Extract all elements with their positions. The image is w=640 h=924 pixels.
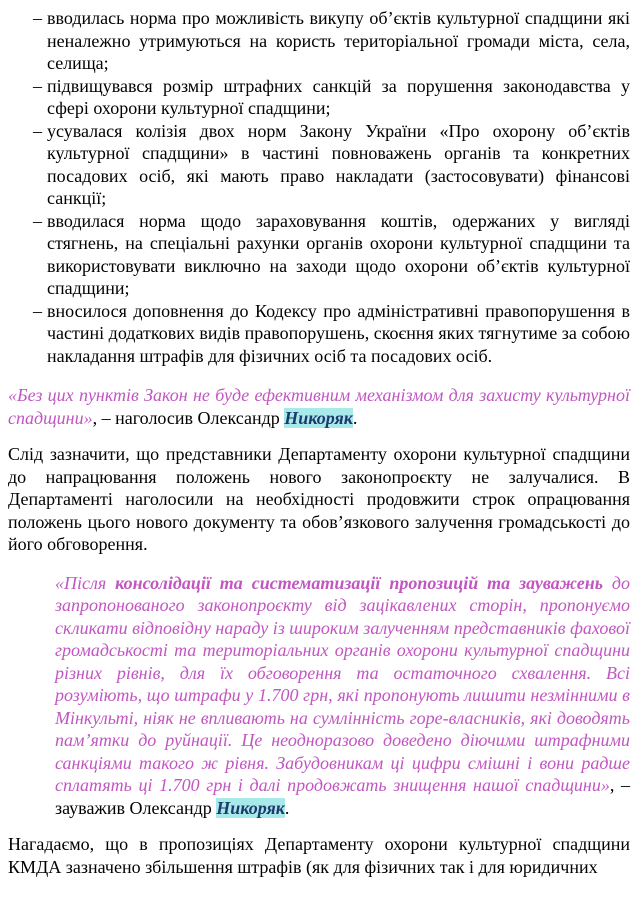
- list-item: [8, 75, 630, 120]
- quote-attribution: , – наголосив Олександр: [92, 407, 285, 428]
- bullet-dash: –: [33, 210, 42, 231]
- quote-bold-text: консолідації та систематизації пропозицій та зауважень: [115, 572, 603, 593]
- list-item: [8, 7, 630, 75]
- bullet-text: вводилася норма щодо зараховування коштів, одержаних у вигляді стягнень, на спеціальні рахунки органів охорони культурної спадщини та використовувати виключно на заходи щодо охорони об’єктів культурної спадщини;: [47, 210, 630, 298]
- paragraph: Слід зазначити, що представники Департаменту охорони культурної спадщини до напрацювання положень нового законопроєкту не залучалися. В Департаменті наголосили на необхідності продовжити строк опрацювання положень цього нового документу та обов’язкового залучення громадськості до його обговорення.: [8, 444, 630, 554]
- list-item: [8, 300, 630, 368]
- list-item: [8, 210, 630, 300]
- bullet-dash: –: [33, 75, 42, 96]
- paragraph: Нагадаємо, що в пропозиціях Департаменту охорони культурної спадщини КМДА зазначено збільшення штрафів (як для фізичних так і для юридичних: [8, 834, 630, 877]
- bullet-text: усувалася колізія двох норм Закону України «Про охорону об’єктів культурної спадщини» в частині повноважень органів та конкретних посадових осіб, які мають право накладати (застосовувати) фінансові санкції;: [47, 120, 630, 208]
- quote-attribution: , – зауважив Олександр: [55, 775, 630, 818]
- quote-text: «Без цих пунктів Закон не буде ефективним механізмом для захисту культурної спадщини»: [8, 385, 630, 428]
- highlighted-name: Никоряк: [284, 407, 353, 428]
- highlighted-name: Никоряк: [216, 797, 285, 818]
- bullet-list: [8, 7, 630, 367]
- bullet-dash: –: [33, 120, 42, 141]
- quote-text: до запропонованого законопроєкту від зацікавлених сторін, пропонуємо скликати відповідну нараду із широким залученням представників фахової громадськості та територіальних органів охорони культурної спадщини різних рівнів, для їх обговорення та остаточного схвалення. Всі розуміють, що штрафи у 1.700 грн, які пропонують лишити незмінними в Мінкульті, ніяк не впливають на сумлінність горе-власників, які доводять пам’ятки до руйнації. Це неодноразово доведено діючими штрафними санкціями такого ж рівня. Забудовникам ці цифри смішні і вони радше сплатять ці 1.700 грн і далі продовжать знищення нашої спадщини»: [55, 572, 630, 795]
- sentence-period: .: [284, 797, 290, 818]
- sentence-period: .: [352, 407, 358, 428]
- bullet-text: вводилась норма про можливість викупу об’єктів культурної спадщини які неналежно утримуються на користь територіальної громади міста, села, селища;: [47, 8, 630, 73]
- bullet-dash: –: [33, 8, 42, 28]
- bullet-text: вносилося доповнення до Кодексу про адміністративні правопорушення в частині додаткових видів правопорушень, скоєння яких тягнутиме за собою накладання штрафів для фізичних осіб та посадових осіб.: [47, 300, 630, 366]
- quote-lead-in: «Після: [55, 572, 116, 593]
- bullet-text: підвищувався розмір штрафних санкцій за порушення законодавства у сфері охорони культурної спадщини;: [47, 75, 630, 118]
- list-item: [8, 120, 630, 210]
- bullet-dash: –: [33, 300, 42, 321]
- pull-quote-paragraph: [8, 384, 630, 429]
- block-quote: [55, 572, 630, 820]
